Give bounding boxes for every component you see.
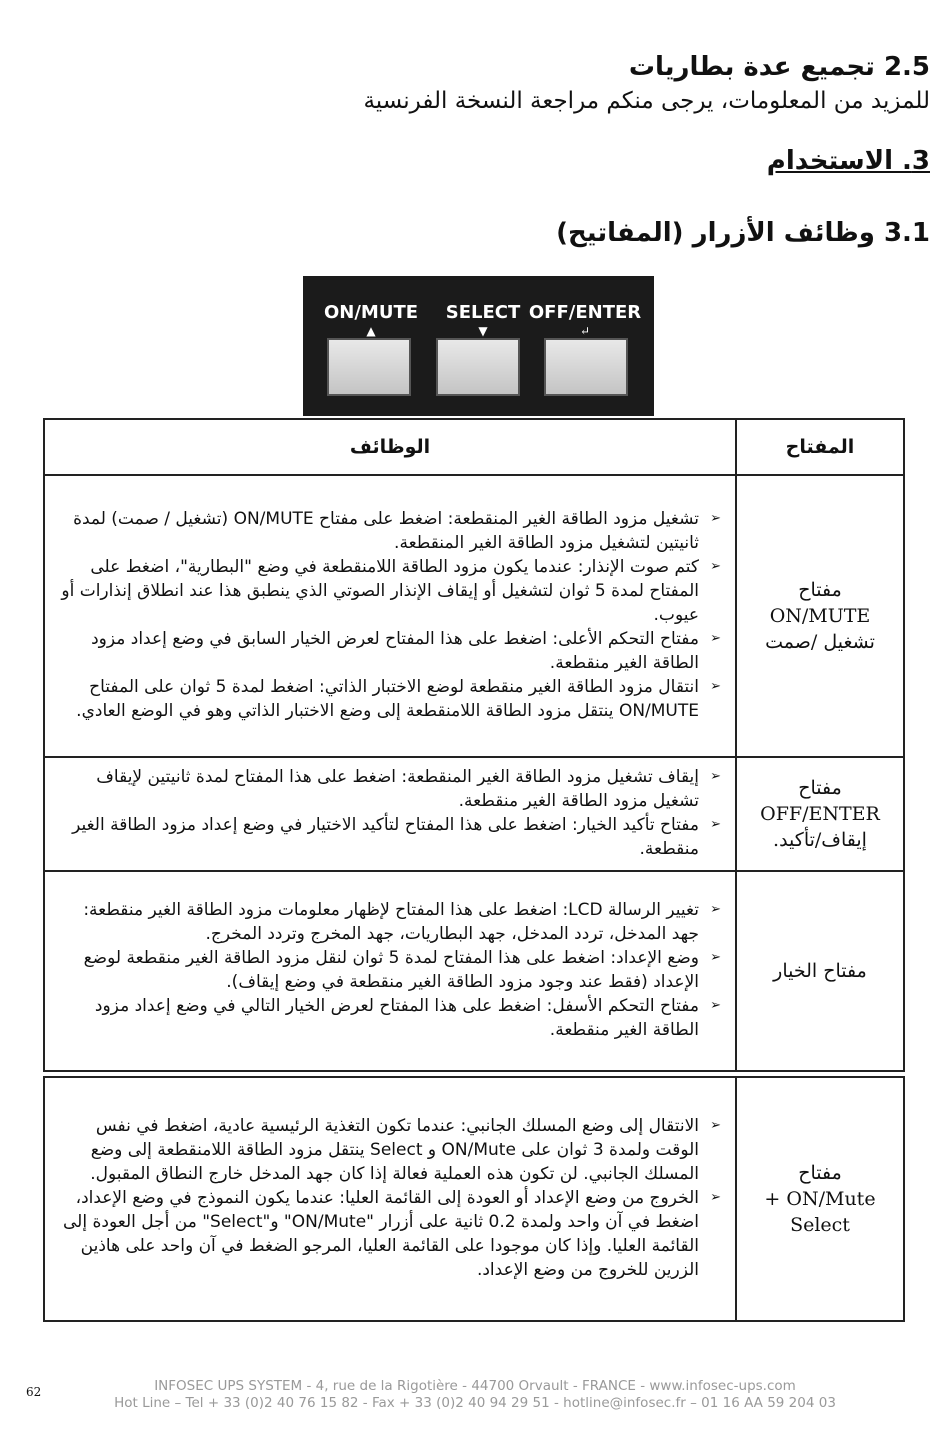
select-panel-label: SELECT: [445, 302, 521, 323]
item-text: مفتاح التحكم الأعلى: اضغط على هذا المفتاح لعرض الخيار السابق في وضع إعداد مزود الطاقة الغير منقطعة.: [91, 628, 699, 673]
list-item: [55, 994, 721, 1042]
bullet-arrow-icon: ➢: [710, 510, 721, 526]
on-mute-button-graphic: [327, 338, 411, 396]
key-english: ON/MUTE: [769, 605, 871, 627]
key-arabic: مفتاح الخيار: [773, 960, 867, 982]
table-row: [44, 1077, 904, 1321]
function-cell: [44, 871, 736, 1071]
item-text: كتم صوت الإنذار: عندما يكون مزود الطاقة اللامنقطعة في وضع "البطارية"، اضغط على المفتاح لمدة 5 ثوان لتشغيل أو إيقاف الإنذار الصوتي الذي ينطبق هذا عند انطلاق إنذارات أو عيوب.: [61, 556, 699, 625]
footer-contact: Hot Line – Tel + 33 (0)2 40 76 15 82 - Fax + 33 (0)2 40 94 29 51 - hotline@infosec.fr – 01 16 AA 59 204 03: [114, 1395, 836, 1411]
key-cell: [736, 1077, 904, 1321]
item-text: تشغيل مزود الطاقة الغير المنقطعة: اضغط على مفتاح ON/MUTE (تشغيل / صمت) لمدة ثانيتين لتشغيل مزود الطاقة الغير المنقطعة.: [73, 508, 699, 553]
list-item: [55, 507, 721, 555]
combined-buttons-table: [43, 1076, 905, 1322]
list-item: [55, 813, 721, 861]
list-item: [55, 555, 721, 627]
table-header-row: [44, 419, 904, 475]
bullet-arrow-icon: ➢: [710, 901, 721, 917]
key-arabic-desc: إيقاف/تأكيد.: [773, 829, 867, 851]
usage-heading: 3. الاستخدام: [766, 146, 930, 176]
on-mute-panel-label: ON/MUTE: [323, 302, 419, 323]
key-cell: [736, 475, 904, 757]
list-item: [55, 765, 721, 813]
off-enter-button-graphic: [544, 338, 628, 396]
button-functions-table: [43, 418, 905, 1072]
bullet-arrow-icon: ➢: [710, 816, 721, 832]
bullet-arrow-icon: ➢: [710, 949, 721, 965]
key-english: ON/Mute +: [764, 1188, 876, 1210]
item-text: إيقاف تشغيل مزود الطاقة الغير المنقطعة: اضغط على هذا المفتاح لمدة ثانيتين لإيقاف تشغيل مزود الطاقة الغير منقطعة.: [96, 766, 699, 811]
key-cell: [736, 757, 904, 871]
function-column-header: الوظائف: [44, 419, 736, 475]
bullet-arrow-icon: ➢: [710, 1189, 721, 1205]
item-text: مفتاح تأكيد الخيار: اضغط على هذا المفتاح لتأكيد الاختيار في وضع إعداد مزود الطاقة الغير منقطعة.: [72, 814, 699, 859]
function-cell: [44, 757, 736, 871]
footer-address: INFOSEC UPS SYSTEM - 4, rue de la Rigotière - 44700 Orvault - FRANCE - www.infosec-ups.com: [154, 1378, 796, 1394]
item-text: الخروج من وضع الإعداد أو العودة إلى القائمة العليا: عندما يكون النموذج في وضع الإعداد، اضغط في آن واحد ولمدة 0.2 ثانية على أزرار "ON/Mute" و"Select" من أجل العودة إلى القائمة العليا. وإذا كان موجودا على القائمة العليا، المرجو الضغط في آن واحد على هاذين الزرين للخروج من وضع الإعداد.: [63, 1187, 699, 1280]
bullet-arrow-icon: ➢: [710, 768, 721, 784]
key-cell: [736, 871, 904, 1071]
bullet-arrow-icon: ➢: [710, 678, 721, 694]
table-row: [44, 475, 904, 757]
list-item: [55, 946, 721, 994]
list-item: [55, 898, 721, 946]
bullet-arrow-icon: ➢: [710, 997, 721, 1013]
item-text: انتقال مزود الطاقة الغير منقطعة لوضع الاختبار الذاتي: اضغط لمدة 5 ثوان على المفتاح ON/MUTE ينتقل مزود الطاقة اللامنقطعة إلى وضع الاختبار الذاتي وهو في الوضع العادي.: [76, 676, 699, 721]
table-row: [44, 757, 904, 871]
bullet-arrow-icon: ➢: [710, 630, 721, 646]
list-item: [55, 675, 721, 723]
list-item: [55, 627, 721, 675]
page-number: 62: [26, 1385, 42, 1399]
key-arabic: مفتاح: [798, 777, 842, 799]
battery-heading: 2.5 تجميع عدة بطاريات: [628, 52, 930, 82]
item-text: الانتقال إلى وضع المسلك الجانبي: عندما تكون التغذية الرئيسية عادية، اضغط في نفس الوقت ولمدة 3 ثوان على ON/Mute و Select ينتقل مزود الطاقة اللامنقطعة إلى وضع المسلك الجانبي. لن تكون هذه العملية فعالة إذا كان جهد المدخل خارج النطاق المقبول.: [90, 1115, 699, 1184]
key-english: OFF/ENTER: [760, 803, 880, 825]
arrow-up-icon: ▲: [366, 324, 376, 338]
buttons-function-heading: 3.1 وظائف الأزرار (المفاتيح): [556, 218, 930, 248]
key-arabic: مفتاح: [798, 1162, 842, 1184]
bullet-arrow-icon: ➢: [710, 558, 721, 574]
battery-note: للمزيد من المعلومات، يرجى منكم مراجعة النسخة الفرنسية: [363, 88, 930, 114]
key-arabic: مفتاح: [798, 579, 842, 601]
key-arabic-desc: تشغيل /صمت: [765, 631, 875, 653]
select-button-graphic: [436, 338, 520, 396]
table-row: [44, 871, 904, 1071]
bullet-arrow-icon: ➢: [710, 1117, 721, 1133]
function-cell: [44, 475, 736, 757]
key-english-2: Select: [790, 1214, 850, 1236]
enter-arrow-icon: ↵: [579, 324, 591, 338]
item-text: مفتاح التحكم الأسفل: اضغط على هذا المفتاح لعرض الخيار التالي في وضع إعداد مزود الطاقة الغير منقطعة.: [94, 995, 699, 1040]
ups-control-panel-photo: [303, 276, 654, 416]
item-text: تغيير الرسالة LCD: اضغط على هذا المفتاح لإظهار معلومات مزود الطاقة الغير منقطعة: جهد المدخل، تردد المدخل، جهد البطاريات، جهد المخرج وتردد المخرج.: [83, 899, 699, 944]
list-item: [55, 1114, 721, 1186]
item-text: وضع الإعداد: اضغط على هذا المفتاح لمدة 5 ثوان لنقل مزود الطاقة الغير منقطعة لوضع الإعداد (فقط عند وجود مزود الطاقة الغير منقطعة في وضع إيقاف).: [83, 947, 699, 992]
list-item: [55, 1186, 721, 1282]
arrow-down-icon: ▼: [478, 324, 488, 338]
off-enter-panel-label: OFF/ENTER: [528, 302, 642, 323]
key-column-header: المفتاح: [736, 419, 904, 475]
function-cell: [44, 1077, 736, 1321]
